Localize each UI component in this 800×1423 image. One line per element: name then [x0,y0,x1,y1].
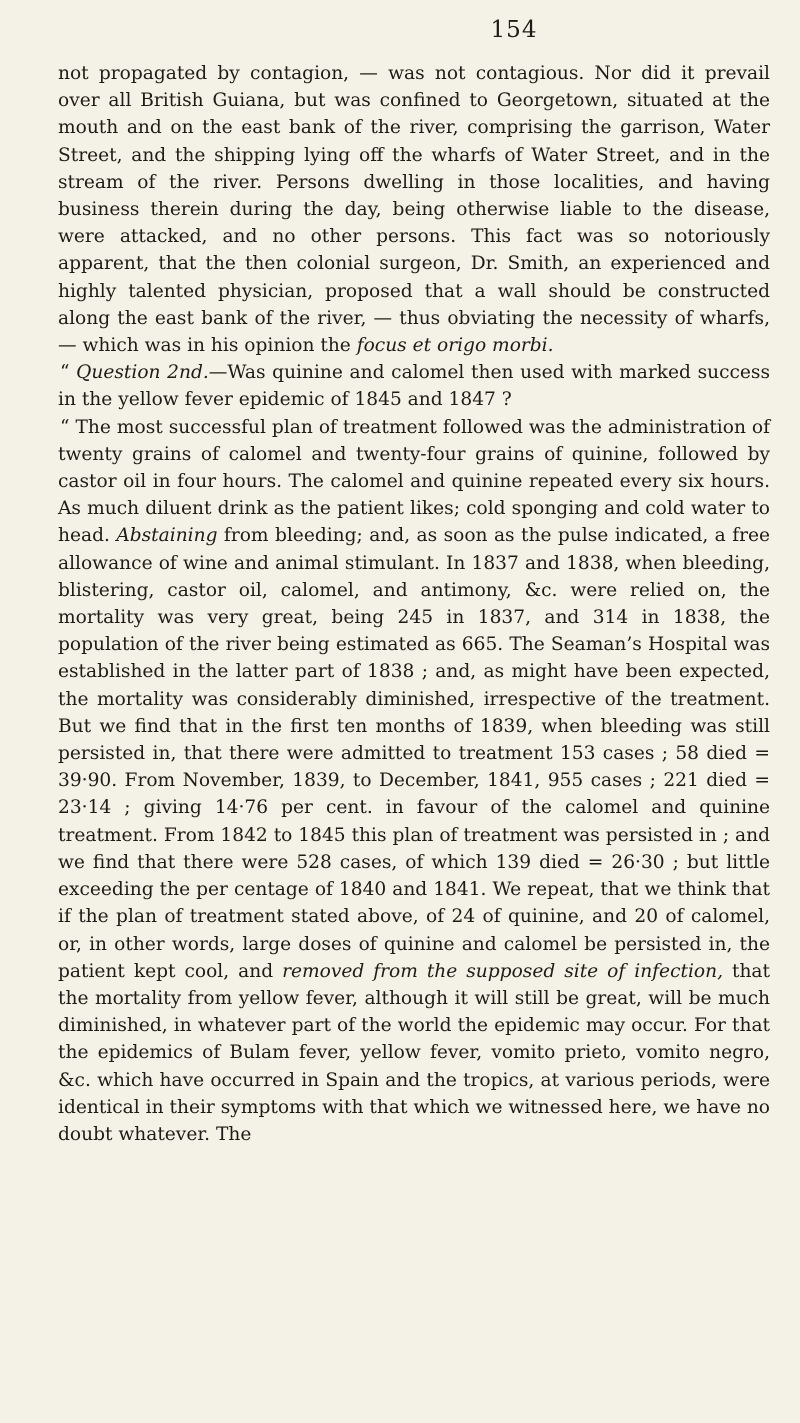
paragraph-2-text: —Was quinine and calomel then used with marked success in the yellow fever epidemic of 1845 and 1847 ? [58,362,771,411]
paragraph-3-text-1: “ The most successful plan of treatment followed was the administration of twenty grains of calomel and twenty-four grains of quinine, followed by castor oil in four hours. The calomel and quinine repeated every six hours. As much diluent drink as the patient likes; cold sponging and cold water to head. [58,416,770,547]
paragraph-1 [58,60,770,359]
paragraph-3-italic-2: removed from the supposed site of infection, [282,960,723,982]
paragraph-2-italic-question: Question 2nd. [76,362,209,384]
paragraph-3-text-2: from bleeding; and, as soon as the pulse indicated, a free allowance of wine and animal stimulant. In 1837 and 1838, when bleeding, blistering, castor oil, calomel, and antimony, &c. were relied on, the mortality was very great, being 245 in 1837, and 314 in 1838, the population of the river being estimated as 665. The Seaman’s Hospital was established in the latter part of 1838 ; and, as might have been expected, the mortality was considerably diminished, irrespective of the treatment. But we find that in the first ten months of 1839, when bleeding was still persisted in, that there were admitted to treatment 153 cases ; 58 died = 39·90. From November, 1839, to December, 1841, 955 cases ; 221 died = 23·14 ; giving 14·76 per cent. in favour of the calomel and quinine treatment. From 1842 to 1845 this plan of treatment was persisted in ; and we find that there were 528 cases, of which 139 died = 26·30 ; but little exceeding the per centage of 1840 and 1841. We repeat, that we think that if the plan of treatment stated above, of 24 of quinine, and 20 of calomel, or, in other words, large doses of quinine and calomel be persisted in, the patient kept cool, and [58,525,770,982]
paragraph-1-text-1: not propagated by contagion, — was not contagious. Nor did it prevail over all British Guiana, but was confined to Georgetown, situated at the mouth and on the east bank of the river, comprising the garrison, Water Street, and the shipping lying off the wharfs of Water Street, and in the stream of the river. Persons dwelling in those localities, and having business therein during the day, being otherwise liable to the disease, were attacked, and no other persons. This fact was so notoriously apparent, that the then colonial surgeon, Dr. Smith, an experienced and highly talented physician, proposed that a wall should be constructed along the east bank of the river, — thus obviating the necessity of wharfs, — which was in his opinion the [58,63,770,357]
paragraph-1-italic-1: focus et origo morbi. [356,335,554,357]
body-text [58,60,770,1148]
paragraph-2 [58,359,770,413]
paragraph-3-text-3: that the mortality from yellow fever, although it will still be great, will be much diminished, in whatever part of the world the epidemic may occur. For that the epidemics of Bulam fever, yellow fever, vomito prieto, vomito negro, &c. which have occurred in Spain and the tropics, at various periods, were identical in their symptoms with that which we witnessed here, we have no doubt whatever. The [58,960,770,1145]
page-number: 154 [490,17,538,43]
paragraph-3-italic-1: Abstaining [116,525,218,547]
paragraph-2-quote: “ [60,362,77,384]
paragraph-3 [58,414,770,1148]
